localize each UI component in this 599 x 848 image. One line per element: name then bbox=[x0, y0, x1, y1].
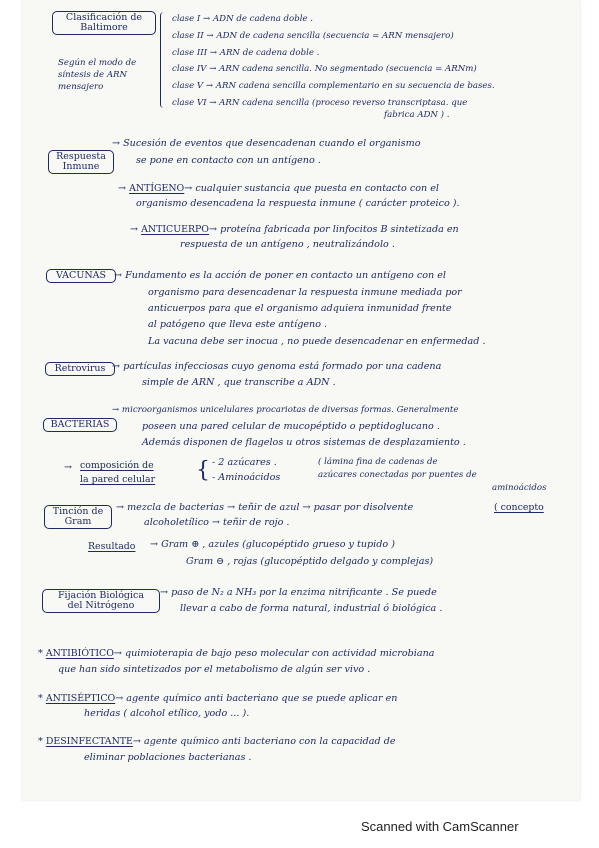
anticuerpo-arrow: → bbox=[130, 224, 142, 235]
retrovirus-box bbox=[45, 362, 115, 376]
fijacion-line2: llevar a cabo de forma natural, industrial ó biológica . bbox=[180, 603, 443, 614]
vacunas-line-5: La vacuna debe ser inocua , no puede desencadenar en enfermedad . bbox=[148, 336, 486, 347]
baltimore-title-line2: Baltimore bbox=[80, 21, 128, 33]
fijacion-label-line2: del Nitrógeno bbox=[67, 599, 135, 611]
pared-label-line2: la pared celular bbox=[80, 474, 156, 485]
pared-desc-3: aminoácidos bbox=[492, 483, 547, 493]
respuesta-inmune-box bbox=[48, 150, 114, 174]
gram-label-line1: Tinción de bbox=[52, 506, 104, 517]
respuesta-label-line2: Inmune bbox=[62, 160, 100, 172]
anticuerpo-row bbox=[130, 224, 459, 236]
pared-comp-1: - 2 azúcares . bbox=[212, 457, 277, 468]
pared-desc-2: azúcares conectadas por puentes de bbox=[318, 470, 477, 480]
vacunas-box bbox=[46, 269, 116, 283]
asterisk-icon: * bbox=[38, 736, 46, 747]
baltimore-class-6: clase VI → ARN cadena sencilla (proceso reverso transcriptasa. que bbox=[172, 98, 468, 108]
gram-line2: alcoholetílico → teñir de rojo . bbox=[144, 517, 290, 528]
baltimore-brace bbox=[160, 12, 167, 108]
baltimore-class-5: clase V → ARN cadena sencilla complementario en su secuencia de bases. bbox=[172, 81, 495, 91]
bacterias-box bbox=[43, 418, 117, 432]
scanner-watermark: Scanned with CamScanner bbox=[361, 819, 519, 834]
retrovirus-line1: → partículas infecciosas cuyo genoma está formado por una cadena bbox=[112, 361, 442, 372]
vacunas-line-4: al patógeno que lleva este antígeno . bbox=[148, 319, 328, 330]
anticuerpo-def-line1: → proteína fabricada por linfocitos B sintetizada en bbox=[209, 224, 459, 235]
retrovirus-line2: simple de ARN , que transcribe a ADN . bbox=[142, 377, 336, 388]
pared-arrow: → bbox=[64, 462, 73, 473]
anticuerpo-term: ANTICUERPO bbox=[141, 224, 209, 235]
bacterias-label: BACTERIAS bbox=[50, 419, 110, 430]
gram-label-line2: Gram bbox=[64, 515, 92, 527]
vacunas-label: VACUNAS bbox=[55, 270, 107, 281]
fijacion-label-line1: Fijación Biológica bbox=[57, 590, 145, 601]
baltimore-title-box bbox=[52, 11, 156, 35]
baltimore-note-line3: mensajero bbox=[58, 82, 104, 92]
fijacion-box bbox=[42, 589, 160, 613]
pared-comp-2: - Aminoácidos bbox=[212, 472, 281, 483]
respuesta-def-line1: → Sucesión de eventos que desencadenan cuando el organismo bbox=[112, 138, 421, 149]
asterisk-icon: * bbox=[38, 693, 46, 704]
antibiotico-line1: → quimioterapia de bajo peso molecular con actividad microbiana bbox=[113, 648, 435, 659]
baltimore-note-line2: síntesis de ARN bbox=[58, 70, 128, 80]
bacterias-line-1: → microorganismos unicelulares procariotas de diversas formas. Generalmente bbox=[112, 405, 459, 415]
anticuerpo-def-line2: respuesta de un antígeno , neutralizándolo . bbox=[180, 239, 395, 250]
antigeno-def-line2: organismo desencadena la respuesta inmune ( carácter proteico ). bbox=[136, 198, 460, 209]
respuesta-def-line2: se pone en contacto con un antígeno . bbox=[136, 155, 321, 166]
vacunas-line-2: organismo para desencadenar la respuesta inmune mediada por bbox=[148, 287, 462, 298]
antibiotico-line2: que han sido sintetizados por el metabolismo de algún ser vivo . bbox=[58, 664, 371, 675]
baltimore-class-2: clase II → ADN de cadena sencilla (secuencia = ARN mensajero) bbox=[172, 31, 454, 41]
vacunas-line-3: anticuerpos para que el organismo adquiera inmunidad frente bbox=[148, 303, 452, 314]
antiseptico-term: ANTISÉPTICO bbox=[45, 693, 116, 704]
antiseptico-row bbox=[38, 693, 398, 705]
desinfectante-row bbox=[38, 736, 396, 748]
vacunas-line-1: → Fundamento es la acción de poner en contacto un antígeno con el bbox=[114, 270, 446, 281]
asterisk-icon: * bbox=[38, 648, 46, 659]
baltimore-title-line1: Clasificación de bbox=[65, 12, 143, 23]
baltimore-class-4: clase IV → ARN cadena sencilla. No segmentado (secuencia = ARNm) bbox=[172, 64, 477, 74]
gram-line1b: ( concepto bbox=[494, 502, 544, 513]
pared-label-line1: composición de bbox=[80, 460, 154, 471]
antiseptico-line1: → agente químico anti bacteriano que se puede aplicar en bbox=[115, 693, 398, 704]
antigeno-arrow: → bbox=[118, 183, 130, 194]
fijacion-line1: → paso de N₂ a NH₃ por la enzima nitrificante . Se puede bbox=[160, 587, 437, 598]
gram-line1: → mezcla de bacterias → teñir de azul → pasar por disolvente bbox=[116, 502, 414, 513]
antibiotico-row bbox=[38, 648, 434, 660]
desinfectante-term: DESINFECTANTE bbox=[45, 736, 133, 747]
gram-negative: Gram ⊖ , rojas (glucopéptido delgado y complejas) bbox=[186, 556, 434, 567]
bacterias-line-3: Además disponen de flagelos u otros sistemas de desplazamiento . bbox=[142, 437, 466, 448]
desinfectante-line2: eliminar poblaciones bacterianas . bbox=[84, 752, 252, 763]
antigeno-row bbox=[118, 183, 439, 195]
baltimore-note-line1: Según el modo de bbox=[58, 58, 137, 68]
scanned-page bbox=[22, 0, 580, 800]
antigeno-def-line1: → cualquier sustancia que puesta en contacto con el bbox=[184, 183, 439, 194]
antigeno-term: ANTÍGENO bbox=[129, 183, 185, 194]
pared-desc-1: ( lámina fina de cadenas de bbox=[318, 457, 438, 467]
baltimore-class-6-cont: fabrica ADN ) . bbox=[384, 110, 450, 120]
gram-resultado-label: Resultado bbox=[88, 541, 136, 552]
pared-brace: { bbox=[196, 458, 210, 483]
tincion-gram-box bbox=[44, 505, 112, 529]
respuesta-label-line1: Respuesta bbox=[56, 151, 106, 162]
baltimore-class-1: clase I → ADN de cadena doble . bbox=[172, 14, 314, 24]
desinfectante-line1: → agente químico anti bacteriano con la capacidad de bbox=[132, 736, 396, 747]
baltimore-class-3: clase III → ARN de cadena doble . bbox=[172, 48, 320, 58]
bacterias-line-2: poseen una pared celular de mucopéptido o peptidoglucano . bbox=[142, 421, 440, 432]
antibiotico-term: ANTIBIÓTICO bbox=[45, 648, 114, 659]
antiseptico-line2: heridas ( alcohol etílico, yodo ... ). bbox=[84, 708, 250, 719]
gram-positive: → Gram ⊕ , azules (glucopéptido grueso y tupido ) bbox=[150, 539, 395, 550]
retrovirus-label: Retrovirus bbox=[54, 363, 106, 374]
